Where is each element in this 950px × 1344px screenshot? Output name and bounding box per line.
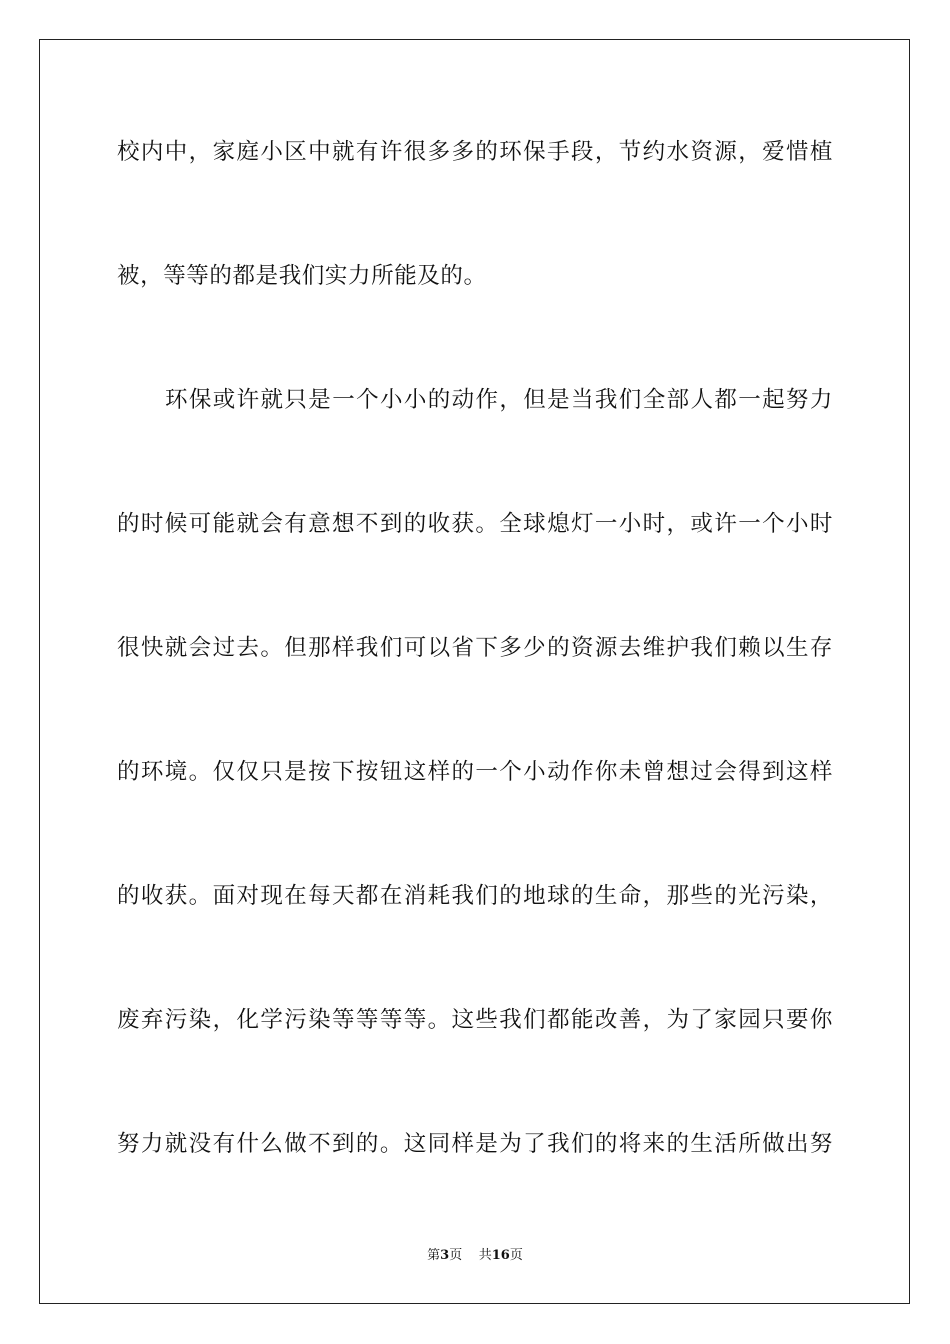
total-suffix: 页 <box>509 1248 523 1263</box>
paragraph-line-7: 的收获。面对现在每天都在消耗我们的地球的生命，那些的光污染， <box>117 883 833 909</box>
page-border <box>39 39 910 1304</box>
page-prefix: 第 <box>427 1248 441 1263</box>
paragraph-line-4: 的时候可能就会有意想不到的收获。全球熄灯一小时，或许一个小时 <box>117 511 833 537</box>
paragraph-line-8: 废弃污染，化学污染等等等等。这些我们都能改善，为了家园只要你 <box>117 1007 833 1033</box>
page-footer <box>0 1247 950 1265</box>
page-suffix: 页 <box>449 1248 463 1263</box>
paragraph-line-6: 的环境。仅仅只是按下按钮这样的一个小动作你未曾想过会得到这样 <box>117 759 833 785</box>
total-pages: 16 <box>491 1248 510 1263</box>
paragraph-line-3: 环保或许就只是一个小小的动作，但是当我们全部人都一起努力 <box>165 387 833 413</box>
page-number: 3 <box>440 1248 450 1263</box>
paragraph-line-2: 被，等等的都是我们实力所能及的。 <box>117 263 487 289</box>
paragraph-line-5: 很快就会过去。但那样我们可以省下多少的资源去维护我们赖以生存 <box>117 635 833 661</box>
total-prefix: 共 <box>478 1248 492 1263</box>
paragraph-line-1: 校内中，家庭小区中就有许很多多的环保手段，节约水资源，爱惜植 <box>117 139 833 165</box>
paragraph-line-9: 努力就没有什么做不到的。这同样是为了我们的将来的生活所做出努 <box>117 1131 833 1157</box>
